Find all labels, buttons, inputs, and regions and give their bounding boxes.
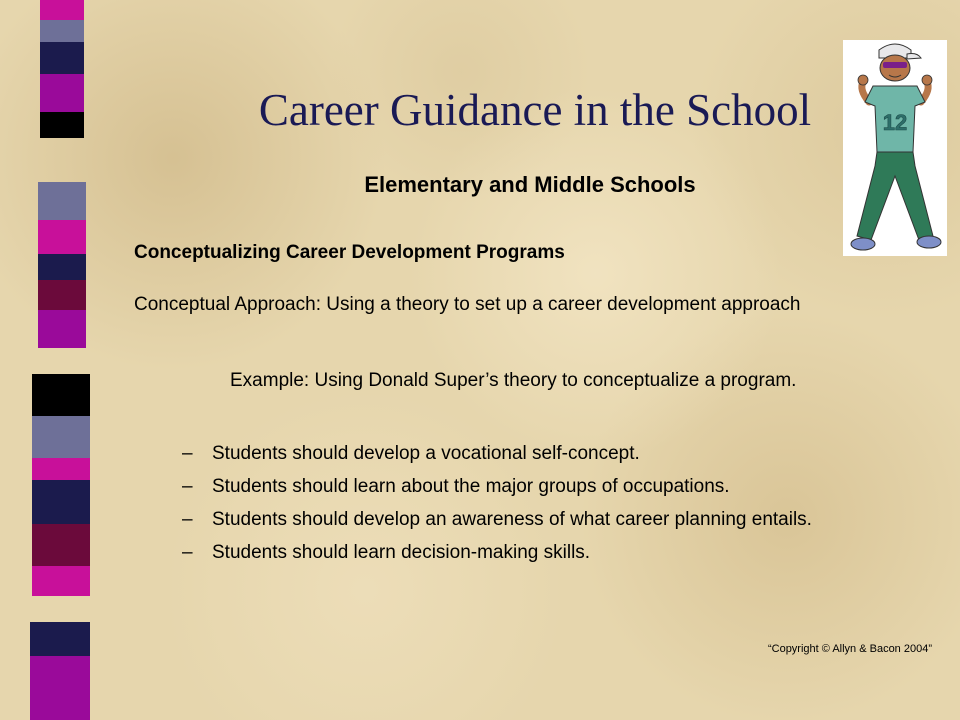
stripe-block [40,74,84,112]
dash-bullet: – [182,509,193,530]
dash-bullet: – [182,476,193,497]
bullet-list [182,441,902,573]
student-clipart [843,40,947,256]
stripe-block [38,310,86,348]
dash-bullet: – [182,542,193,563]
list-item-text: Students should learn about the major groups of occupations. [212,476,730,497]
stripe-block [40,42,84,74]
list-item [182,507,902,532]
section-heading: Conceptualizing Career Development Programs [134,242,565,263]
stripe-block [40,112,84,138]
list-item-text: Students should develop an awareness of what career planning entails. [212,509,812,530]
stripe-block [38,182,86,220]
jersey-number: 12 [882,110,908,135]
stripe-block [30,622,90,656]
list-item [182,540,902,565]
decorative-stripes [0,0,112,720]
stripe-block [40,20,84,42]
dash-bullet: – [182,443,193,464]
list-item-text: Students should develop a vocational self-concept. [212,443,640,464]
stripe-block [32,566,90,596]
conceptual-approach-text: Conceptual Approach: Using a theory to set up a career development approach [134,294,801,315]
list-item [182,441,902,466]
copyright-notice: “Copyright © Allyn & Bacon 2004” [767,643,932,655]
slide-title: Career Guidance in the School [258,85,812,135]
list-item-text: Students should learn decision-making skills. [212,542,591,563]
slide-subtitle: Elementary and Middle Schools [364,172,696,197]
stripe-block [38,220,86,254]
stripe-block [38,254,86,280]
example-text: Example: Using Donald Super’s theory to conceptualize a program. [230,370,797,391]
list-item [182,474,902,499]
student-figure-icon [843,40,947,256]
stripe-block [32,458,90,480]
stripe-block [38,280,86,310]
stripe-block [32,480,90,524]
stripe-block [32,374,90,416]
stripe-block [32,524,90,566]
stripe-block [32,416,90,458]
stripe-block [40,0,84,20]
stripe-block [30,656,90,720]
